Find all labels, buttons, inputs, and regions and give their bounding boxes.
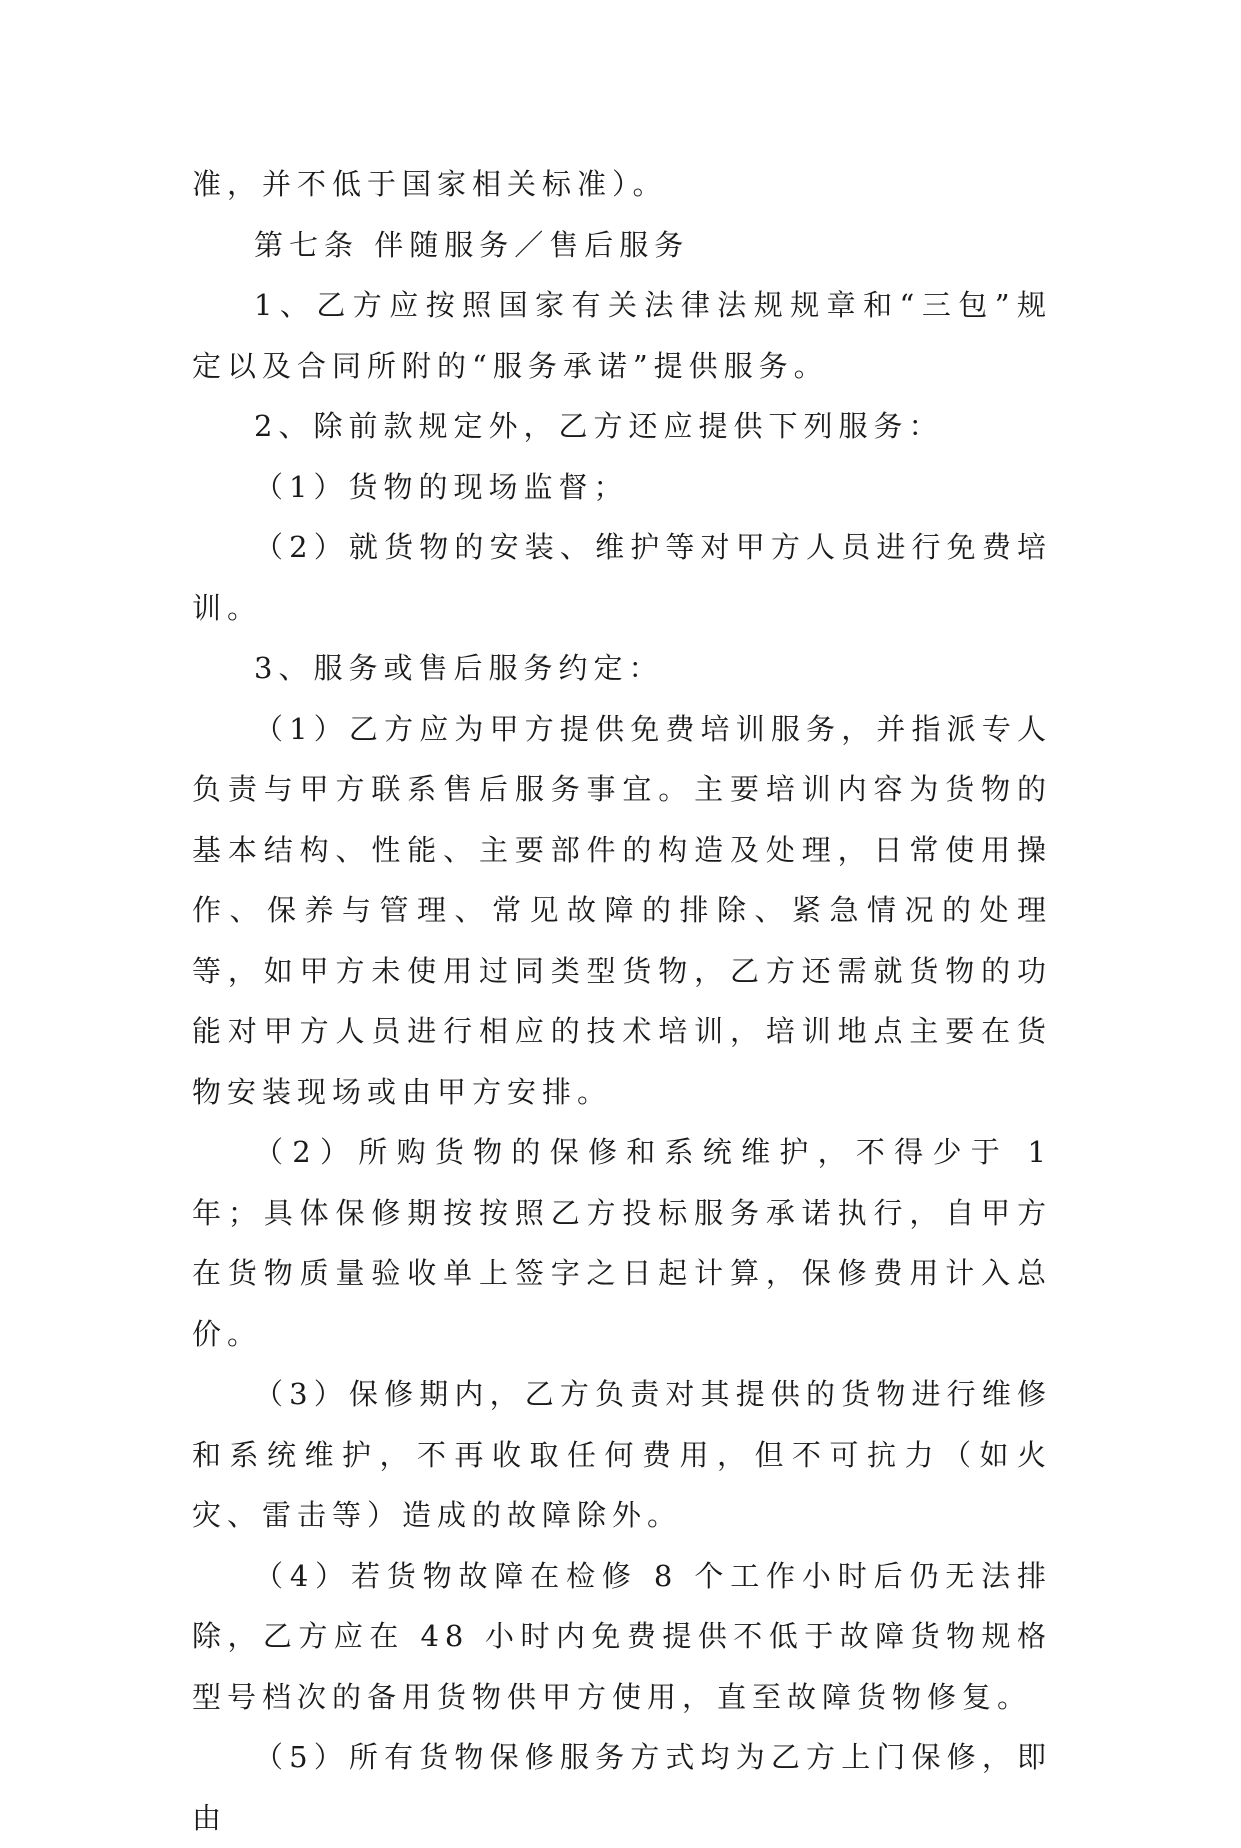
clause-3-item-3: （3）保修期内，乙方负责对其提供的货物进行维修和系统维护，不再收取任何费用，但不可抗力（如火灾、雷击等）造成的故障除外。 [192,1377,1052,1532]
clause-2-item-2: （2）就货物的安装、维护等对甲方人员进行免费培训。 [192,530,1052,625]
clause-2-item-1: （1）货物的现场监督； [254,469,629,504]
clause-3: 3、服务或售后服务约定： [254,651,664,685]
clause-3-item-4: （4）若货物故障在检修 8 个工作小时后仍无法排除，乙方应在 48 小时内免费提供不低于故障货物规格型号档次的备用货物供甲方使用，直至故障货物修复。 [192,1558,1052,1714]
clause-3-item-5: （5）所有货物保修服务方式均为乙方上门保修，即由 [192,1740,1052,1835]
document-body [192,154,1052,1848]
clause-1: 1、乙方应按照国家有关法律法规规章和“三包”规定以及合同所附的“服务承诺”提供服务。 [192,288,1052,383]
clause-3-item-1: （1）乙方应为甲方提供免费培训服务，并指派专人负责与甲方联系售后服务事宜。主要培训内容为货物的基本结构、性能、主要部件的构造及处理，日常使用操作、保养与管理、常见故障的排除、紧急情况的处理等，如甲方未使用过同类型货物，乙方还需就货物的功能对甲方人员进行相应的技术培训，培训地点主要在货物安装现场或由甲方安排。 [192,711,1052,1109]
paragraph-continuation: 准，并不低于国家相关标准）。 [192,167,668,201]
clause-3-item-2: （2）所购货物的保修和系统维护，不得少于 1 年；具体保修期按按照乙方投标服务承诺执行，自甲方在货物质量验收单上签字之日起计算，保修费用计入总价。 [192,1135,1052,1351]
article-heading: 第七条 伴随服务／售后服务 [254,227,690,262]
clause-2: 2、除前款规定外，乙方还应提供下列服务： [254,409,944,443]
